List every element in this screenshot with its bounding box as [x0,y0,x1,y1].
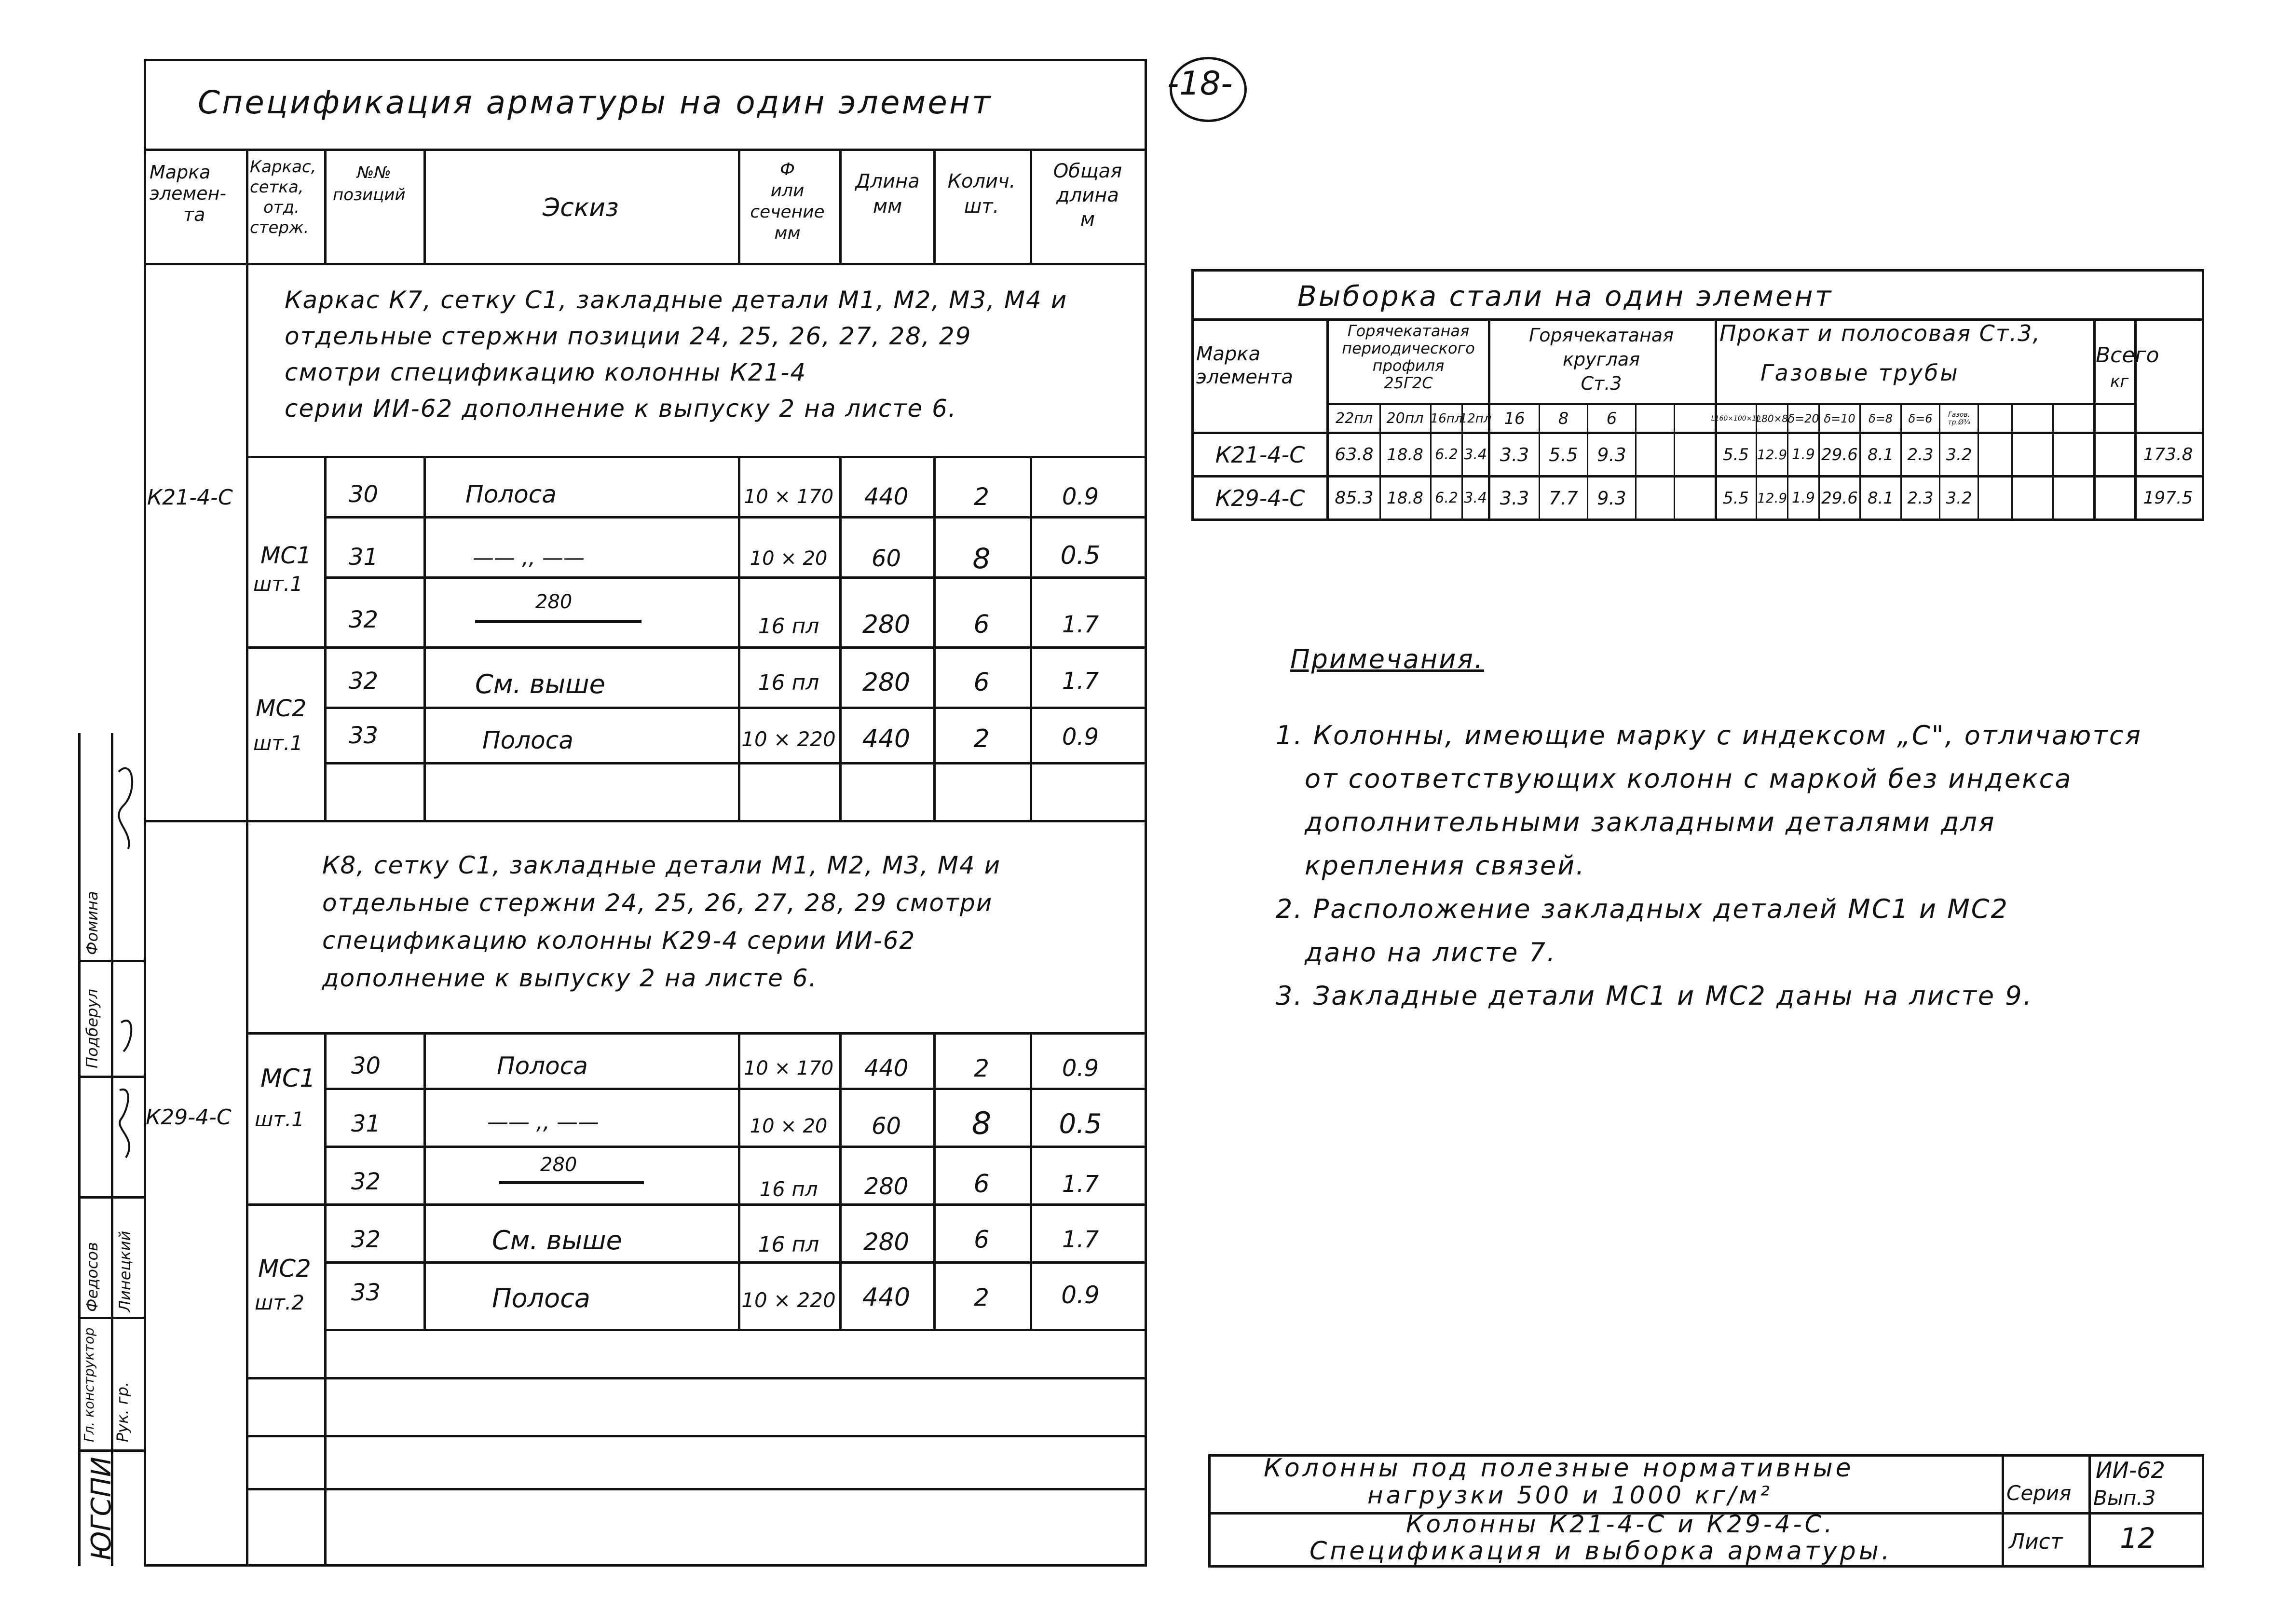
steel-subheader: 6 [1606,409,1617,428]
stamp-sheet-value: 12 [2120,1522,2155,1555]
side-stamp-name: Фомина [83,891,101,955]
k29-note: К8, сетку С1, закладные детали М1, М2, М3, М4 и отдельные стержни 24, 25, 26, 27, 28, 29 смотри спецификацию колонны К29-4 серии ИИ-62 дополнение к выпуску 2 на листе 6. [322,851,1001,992]
steel-subheader: L80×8 [1756,412,1788,424]
stamp-sheet-label: Лист [2009,1529,2063,1554]
side-stamp-role: Рук. гр. [113,1381,132,1442]
steel-subheader: δ=10 [1824,411,1855,425]
header-qty: Колич. шт. [947,170,1016,218]
side-stamp-role: Гл. конструктор [81,1327,97,1442]
side-stamp-org: ЮГСПИ [86,1457,117,1560]
k21-note: Каркас К7, сетку С1, закладные детали М1, М2, М3, М4 и отдельные стержни позиции 24, 25, 26, 27, 28, 29 смотри спецификацию колонны К21-4 серии ИИ-62 дополнение к выпуску 2 на листе 6. [285,286,1068,423]
stamp-desc4: Спецификация и выборка арматуры. [1310,1537,1893,1566]
k29-mc2-name: МС2 [258,1255,311,1283]
steel-group3: Прокат и полосовая Ст.3, [1719,320,2041,346]
steel-mark-header: Марка элемента [1196,343,1293,388]
steel-subheader: 12пл [1459,411,1492,426]
side-stamp-name: Федосов [83,1242,101,1312]
page-number: -18- [1167,65,1233,103]
k21-mc2-name: МС2 [256,695,307,722]
k21-mc2-qty: шт.1 [253,731,303,755]
header-frame: Каркас, сетка, отд. стерж. [250,157,316,237]
steel-subheader: 16пл [1430,411,1463,426]
header-total: Общая длина м [1053,160,1122,231]
k21-mc1-qty: шт.1 [253,572,303,596]
k29-mc2-qty: шт.2 [255,1291,304,1314]
k21-mark: К21-4-С [147,485,233,510]
steel-total-header: Всего кг [2096,343,2159,391]
bar-sketch-line [475,620,641,623]
notes-title: Примечания. [1290,644,1484,674]
stamp-desc3: Колонны К21-4-С и К29-4-С. [1406,1510,1835,1538]
k29-mc1-name: МС1 [260,1064,316,1093]
steel-group1: Горячекатаная периодического профиля 25Г2С [1342,322,1475,392]
header-length: Длина мм [855,170,920,218]
steel-subheader: L160×100×10 [1711,414,1761,423]
steel-title: Выборка стали на один элемент [1297,280,1833,313]
notes-body: 1. Колонны, имеющие марку с индексом „С", отличаются от соответствующих колонн с маркой без индекса дополнительными закладными деталями для крепления связей. 2. Расположение закладных деталей МС1 и МС2 дано на листе 7. 3. Закладные детали МС1 и МС2 даны на листе 9. [1276,720,2142,1011]
side-stamp-name: Линецкий [116,1230,134,1312]
steel-subheader: δ=6 [1908,411,1933,425]
steel-subheader: 16 [1504,409,1525,428]
spec-title: Спецификация арматуры на один элемент [198,84,993,121]
steel-subheader: 20пл [1386,410,1424,427]
k21-mc1-name: МС1 [260,542,312,569]
steel-group2: Горячекатаная круглая Ст.3 [1529,325,1674,394]
header-mark: Марка элемен- та [150,162,227,225]
stamp-desc2: нагрузки 500 и 1000 кг/м² [1367,1481,1773,1509]
header-positions: №№ позиций [333,163,406,205]
steel-subheader: δ=8 [1868,411,1893,425]
steel-subheader: 22пл [1336,410,1373,427]
steel-group3b: Газовые трубы [1760,360,1960,386]
k29-mark: К29-4-С [146,1105,232,1130]
k29-mc1-qty: шт.1 [255,1107,304,1131]
stamp-series-value: ИИ-62 [2096,1457,2165,1483]
signature-scribble [114,752,143,1187]
steel-subheader: Газов. тр.Ø¾ [1948,410,1970,426]
header-sketch: Эскиз [543,193,619,222]
header-diameter: Ф или сечение мм [750,160,825,243]
bar-sketch-line [499,1181,644,1184]
stamp-desc1: Колонны под полезные нормативные [1264,1454,1854,1483]
side-stamp-name: Подберул [83,989,101,1068]
stamp-series-label: Серия [2006,1481,2072,1505]
steel-subheader: δ=20 [1787,411,1819,425]
stamp-issue-value: Вып.3 [2093,1486,2156,1510]
steel-subheader: 8 [1558,409,1569,428]
